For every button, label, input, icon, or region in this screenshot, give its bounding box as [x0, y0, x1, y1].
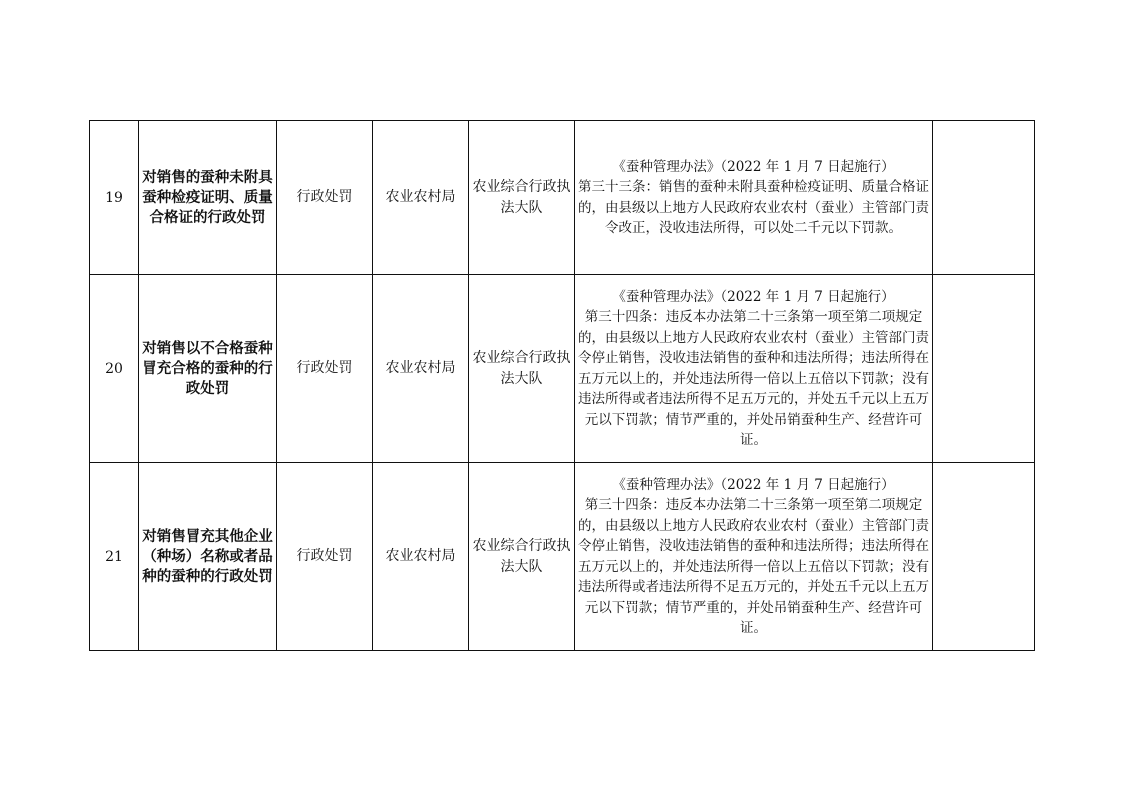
- remark-cell: [933, 121, 1035, 275]
- row-number: 19: [90, 121, 139, 275]
- legal-basis: [575, 275, 933, 463]
- table-row: [90, 121, 1035, 275]
- power-type: 行政处罚: [277, 463, 373, 651]
- remark-cell: [933, 275, 1035, 463]
- power-type: 行政处罚: [277, 121, 373, 275]
- basis-text: 第三十四条：违反本办法第二十三条第一项至第二项规定的，由县级以上地方人民政府农业农村（蚕业）主管部门责令停止销售，没收违法销售的蚕种和违法所得；违法所得在五万元以上的，并处违法所得一倍以上五倍以下罚款；没有违法所得或者违法所得不足五万元的，并处五千元以上五万元以下罚款；情节严重的，并处吊销蚕种生产、经营许可证。: [578, 497, 929, 636]
- responsible-department: 农业农村局: [373, 121, 469, 275]
- table-row: [90, 275, 1035, 463]
- basis-text: 第三十三条：销售的蚕种未附具蚕种检疫证明、质量合格证的，由县级以上地方人民政府农业农村（蚕业）主管部门责令改正，没收违法所得，可以处二千元以下罚款。: [578, 179, 929, 236]
- penalty-items-table: [89, 120, 1035, 651]
- remark-cell: [933, 463, 1035, 651]
- basis-title: 《蚕种管理办法》（2022 年 1 月 7 日起施行）: [612, 476, 895, 493]
- legal-basis: [575, 121, 933, 275]
- power-type: 行政处罚: [277, 275, 373, 463]
- responsible-department: 农业农村局: [373, 463, 469, 651]
- item-name: 对销售冒充其他企业（种场）名称或者品种的蚕种的行政处罚: [139, 463, 277, 651]
- row-number: 20: [90, 275, 139, 463]
- executing-unit: 农业综合行政执法大队: [469, 463, 575, 651]
- basis-text: 第三十四条：违反本办法第二十三条第一项至第二项规定的，由县级以上地方人民政府农业农村（蚕业）主管部门责令停止销售，没收违法销售的蚕种和违法所得；违法所得在五万元以上的，并处违法所得一倍以上五倍以下罚款；没有违法所得或者违法所得不足五万元的，并处五千元以上五万元以下罚款；情节严重的，并处吊销蚕种生产、经营许可证。: [578, 309, 929, 448]
- responsible-department: 农业农村局: [373, 275, 469, 463]
- executing-unit: 农业综合行政执法大队: [469, 275, 575, 463]
- legal-basis: [575, 463, 933, 651]
- item-name: 对销售的蚕种未附具蚕种检疫证明、质量合格证的行政处罚: [139, 121, 277, 275]
- executing-unit: 农业综合行政执法大队: [469, 121, 575, 275]
- basis-title: 《蚕种管理办法》（2022 年 1 月 7 日起施行）: [612, 158, 895, 175]
- item-name: 对销售以不合格蚕种冒充合格的蚕种的行政处罚: [139, 275, 277, 463]
- basis-title: 《蚕种管理办法》（2022 年 1 月 7 日起施行）: [612, 288, 895, 305]
- table-row: [90, 463, 1035, 651]
- row-number: 21: [90, 463, 139, 651]
